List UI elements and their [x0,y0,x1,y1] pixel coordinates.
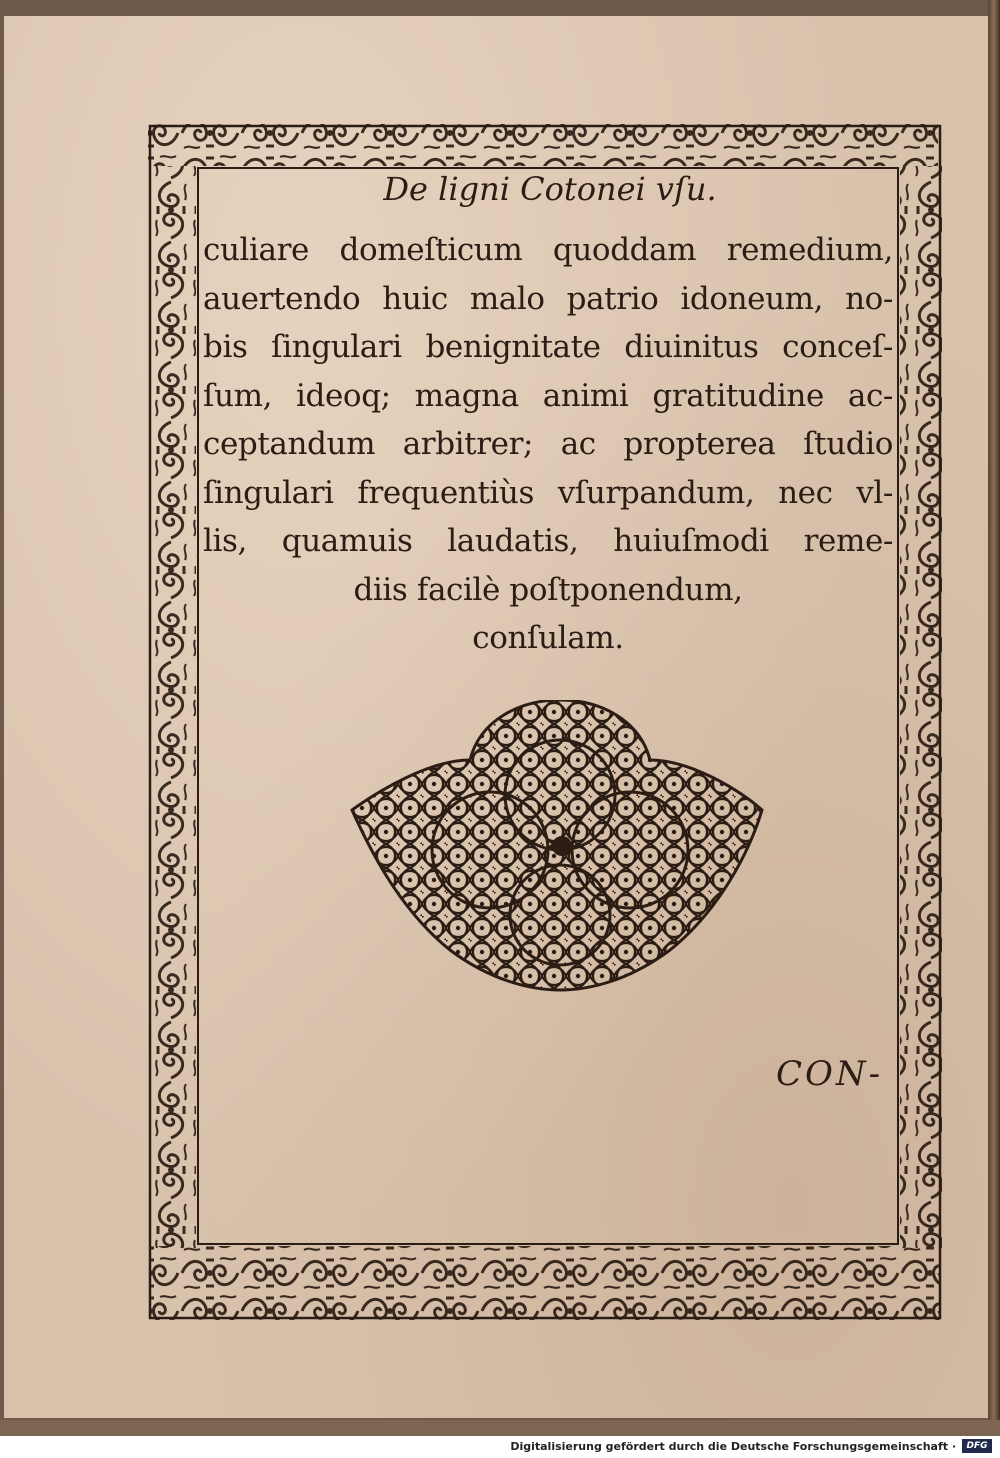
catchword: CON- [776,1054,884,1094]
text-line: ſingulari frequentiùs vſurpandum, nec vl- [203,474,893,511]
text-line: ſum, ideoq; magna animi gratitudine ac- [203,377,893,414]
body-text [203,226,893,663]
arabesque-tailpiece-icon [350,700,766,992]
text-line: conſulam. [472,620,624,656]
text-line: bis ſingulari benignitate diuinitus conceſ- [203,329,893,365]
running-head: De ligni Cotonei vſu. [383,170,717,208]
text-line: auertendo huic malo patrio idoneum, no- [203,280,893,317]
text-line: diis facilè poſtponendum, [353,571,743,608]
digitization-credit: Digitalisierung gefördert durch die Deutsche Forschungsgemeinschaft · [510,1440,956,1453]
text-line: culiare domeſticum quoddam remedium, [203,232,893,268]
text-line: ceptandum arbitrer; ac propterea ſtudio [203,426,893,462]
dfg-logo: DFG [962,1439,992,1453]
text-line: lis, quamuis laudatis, huiuſmodi reme- [203,523,893,559]
